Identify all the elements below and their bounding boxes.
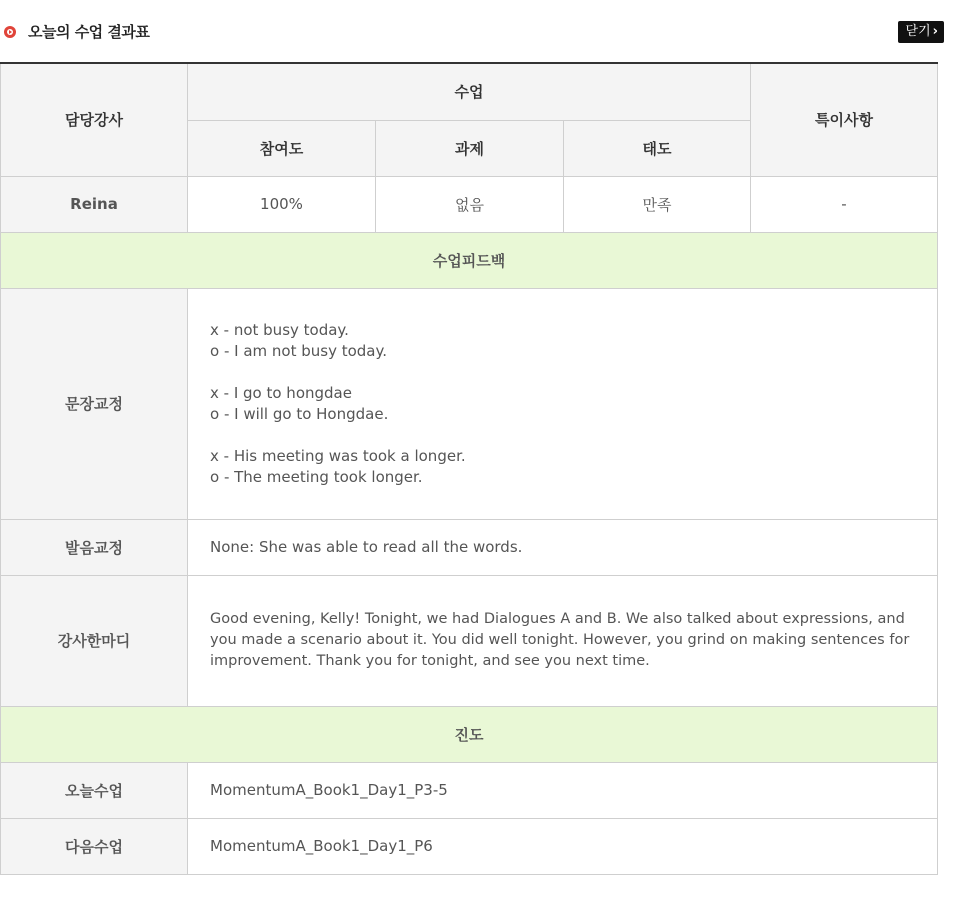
header-class: 수업 — [188, 63, 751, 120]
attitude-value: 만족 — [564, 176, 751, 232]
teacher-comment-label: 강사한마디 — [1, 575, 188, 706]
next-class-value: MomentumA_Book1_Day1_P6 — [188, 818, 938, 874]
today-class-value: MomentumA_Book1_Day1_P3-5 — [188, 762, 938, 818]
next-class-label: 다음수업 — [1, 818, 188, 874]
sentence-correction-label: 문장교정 — [1, 288, 188, 519]
feedback-section-title: 수업피드백 — [1, 232, 938, 288]
notes-value: - — [751, 176, 938, 232]
sentence-correction-content — [188, 288, 938, 519]
header-notes: 특이사항 — [751, 63, 938, 176]
pronunciation-label: 발음교정 — [1, 519, 188, 575]
correction-wrong: x - His meeting was took a longer. — [210, 446, 466, 465]
header — [0, 0, 966, 62]
result-table — [0, 62, 938, 875]
header-homework: 과제 — [376, 120, 564, 176]
today-class-label: 오늘수업 — [1, 762, 188, 818]
progress-section-title: 진도 — [1, 706, 938, 762]
header-teacher: 담당강사 — [1, 63, 188, 176]
close-button[interactable] — [898, 21, 944, 43]
close-button-label: 닫기 — [905, 24, 931, 39]
chevron-right-icon: › — [932, 24, 938, 39]
table-row — [1, 176, 938, 232]
teacher-comment-content: Good evening, Kelly! Tonight, we had Dialogues A and B. We also talked about expressions, and you made a scenario about it. You did well tonight. However, you grind on making sentences for improvement. Thank you for tonight, and see you next time. — [188, 575, 938, 706]
correction-right: o - The meeting took longer. — [210, 467, 423, 486]
correction-right: o - I will go to Hongdae. — [210, 404, 389, 423]
correction-right: o - I am not busy today. — [210, 341, 387, 360]
pronunciation-content: None: She was able to read all the words. — [188, 519, 938, 575]
participation-value: 100% — [188, 176, 376, 232]
teacher-name: Reina — [1, 176, 188, 232]
page-title: 오늘의 수업 결과표 — [28, 23, 150, 41]
play-circle-icon — [4, 26, 16, 38]
header-participation: 참여도 — [188, 120, 376, 176]
header-attitude: 태도 — [564, 120, 751, 176]
homework-value: 없음 — [376, 176, 564, 232]
correction-wrong: x - I go to hongdae — [210, 383, 352, 402]
correction-wrong: x - not busy today. — [210, 320, 349, 339]
